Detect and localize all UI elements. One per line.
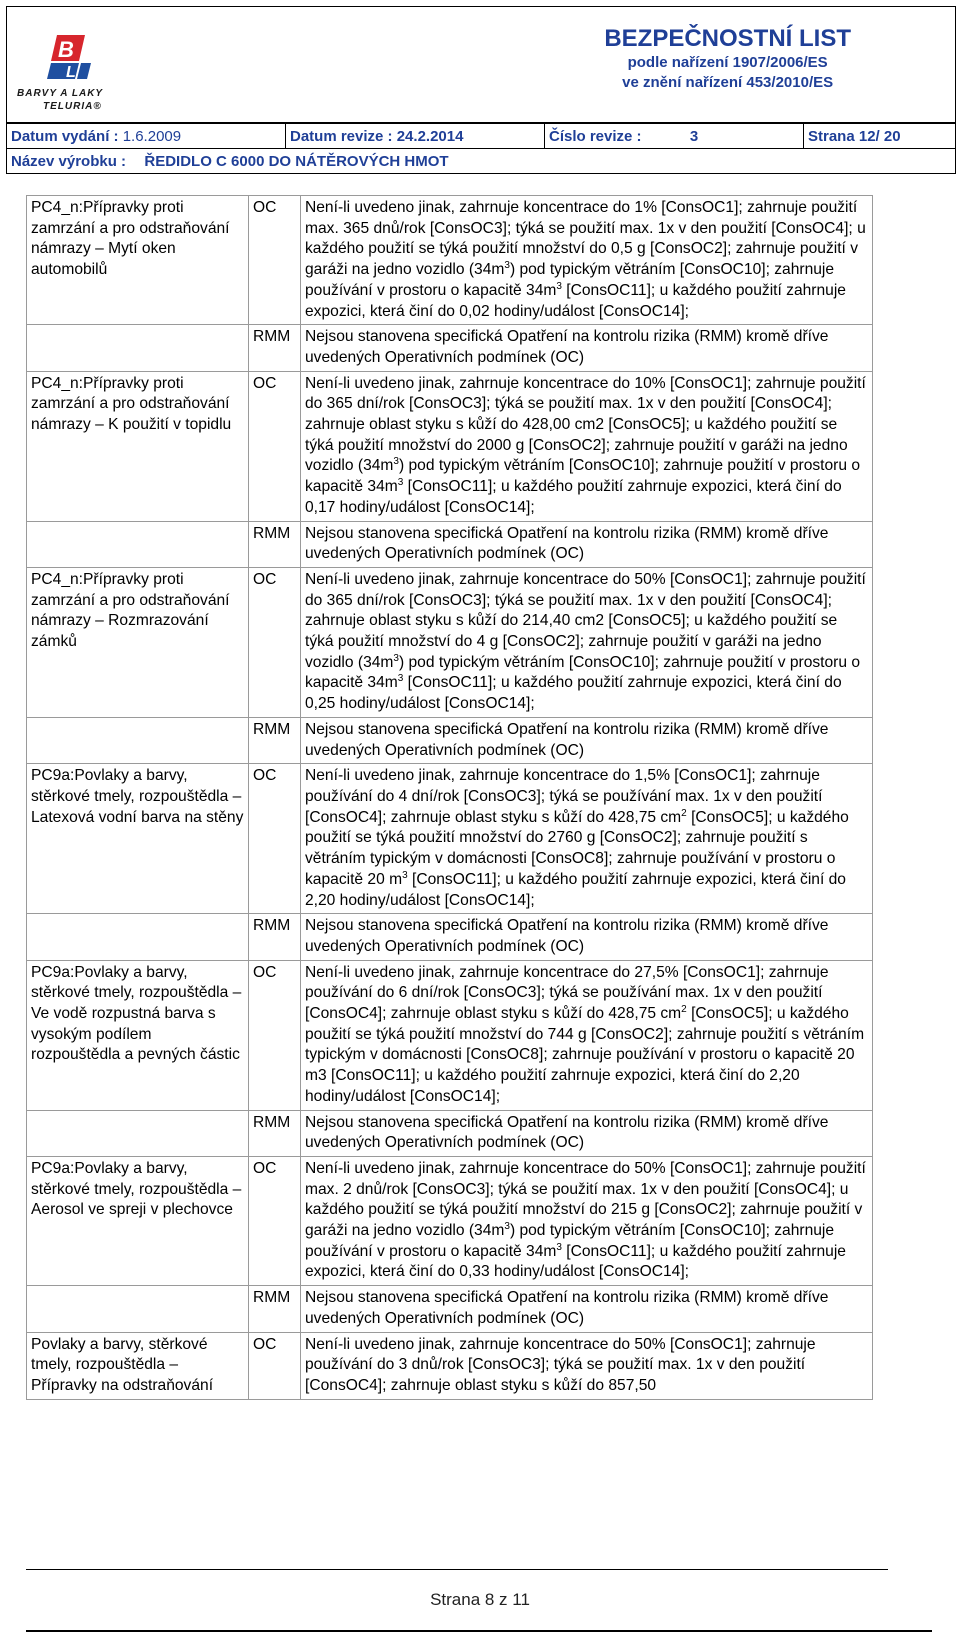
condition-text-cell [301,914,873,960]
superscript: 3 [504,259,510,271]
condition-text-cell [301,717,873,763]
issue-date-cell [7,124,286,149]
superscript: 3 [397,476,404,488]
product-category-cell [27,1286,249,1332]
condition-text: [ConsOC11]; u každého použití zahrnuje expozici, která činí do 0,02 hodiny/událost [ConsOC14]; [305,281,846,320]
logo-line-2: TELURIA® [43,101,102,112]
condition-type-cell: OC [249,196,301,325]
condition-text: Nejsou stanovena specifická Opatření na kontrolu rizika (RMM) kromě dříve uvedených Operativních podmínek (OC) [305,720,829,759]
table-row [27,1110,873,1156]
issue-date-value: 1.6.2009 [122,127,182,145]
table-row [27,960,873,1110]
table-row [27,521,873,567]
title-block [604,25,851,93]
product-category-cell: PC9a:Povlaky a barvy, stěrkové tmely, rozpouštědla – Aerosol ve spreji v plechovce [27,1156,249,1285]
product-category-cell: Povlaky a barvy, stěrkové tmely, rozpouštědla – Přípravky na odstraňování [27,1332,249,1399]
condition-text: Není-li uvedeno jinak, zahrnuje koncentrace do 50% [ConsOC1]; zahrnuje použití do 365 dní/rok [ConsOC3]; týká se použití max. 1x v den použití [ConsOC4]; zahrnuje oblast styku s kůží do 214,40 cm2 [ConsOC5]; u každého použití se týká použití množství do 4 g [ConsOC2]; zahrnuje použití v garáži na jedno vozidlo (34m [305,570,866,671]
condition-text: [ConsOC5]; u každého použití se týká použití množství do 744 g [ConsOC2]; zahrnuje použití s větráním typickým v domácnosti [ConsOC8]; zahrnuje používání v prostoru o kapacitě 20 m3 [ConsOC11]; u každého použití zahrnuje expozici, která činí do 2,20 hodiny/událost [ConsOC14]; [305,1005,865,1105]
revision-number-label: Číslo revize : [549,127,642,145]
condition-text-cell [301,764,873,914]
table-row [27,1156,873,1285]
condition-type-cell: OC [249,567,301,717]
revision-number-cell [545,124,804,149]
condition-text: [ConsOC11]; u každého použití zahrnuje expozici, která činí do 0,17 hodiny/událost [ConsOC14]; [305,478,842,516]
table-row [27,196,873,325]
meta-row-product [7,149,956,174]
superscript: 2 [681,1003,687,1015]
condition-text: [ConsOC11]; u každého použití zahrnuje expozici, která činí do 0,33 hodiny/událost [ConsOC14]; [305,1242,846,1281]
condition-type-cell: OC [249,371,301,521]
footer-divider [26,1569,888,1570]
superscript: 3 [556,1241,562,1253]
condition-text-cell [301,1332,873,1399]
condition-text: [ConsOC5]; u každého použití se týká použití množství do 2760 g [ConsOC2]; zahrnuje použití s větráním typickým v domácnosti [ConsOC8]; zahrnuje používání v prostoru o kapacitě 20 m [305,808,849,888]
product-name-value: ŘEDIDLO C 6000 DO NÁTĚROVÝCH HMOT [144,152,449,170]
condition-type-cell: OC [249,764,301,914]
condition-type-cell: RMM [249,914,301,960]
condition-text: Není-li uvedeno jinak, zahrnuje koncentrace do 50% [ConsOC1]; zahrnuje používání do 3 dnů/rok [ConsOC3]; týká se použití max. 1x v den použití [ConsOC4]; zahrnuje oblast styku s kůží do 857,50 [305,1335,816,1394]
condition-type-cell: OC [249,1156,301,1285]
condition-text-cell [301,567,873,717]
product-category-cell [27,521,249,567]
condition-type-cell: RMM [249,325,301,371]
condition-text: ) pod typickým větráním [ConsOC10]; zahrnuje používání v prostoru o kapacitě 34m [305,261,835,299]
condition-text: ) pod typickým větráním [ConsOC10]; zahrnuje použití v prostoru o kapacitě 34m [305,653,861,692]
logo-wordmark [17,87,125,113]
product-category-cell [27,717,249,763]
condition-text-cell [301,1286,873,1332]
product-category-cell [27,325,249,371]
condition-text: ) pod typickým větráním [ConsOC10]; zahrnuje použití v prostoru o kapacitě 34m [305,457,861,496]
table-row [27,371,873,521]
product-name-label: Název výrobku : [11,152,127,170]
condition-text-cell [301,325,873,371]
condition-text-cell [301,1110,873,1156]
document-subtitle-regulation: podle nařízení 1907/2006/ES [627,54,828,71]
exposure-scenario-table [26,195,873,1400]
product-category-cell: PC4_n:Přípravky proti zamrzání a pro odstraňování námrazy – K použití v topidlu [27,371,249,521]
superscript: 2 [681,807,687,819]
table-row [27,914,873,960]
condition-text-cell [301,196,873,325]
revision-date-value: 24.2.2014 [396,127,464,145]
page-number-label: Strana 12/ 20 [808,127,901,145]
product-category-cell: PC9a:Povlaky a barvy, stěrkové tmely, rozpouštědla – Latexová vodní barva na stěny [27,764,249,914]
issue-date-label: Datum vydání : [11,127,119,145]
condition-text: Nejsou stanovena specifická Opatření na kontrolu rizika (RMM) kromě dříve uvedených Operativních podmínek (OC) [305,1113,829,1152]
condition-type-cell: RMM [249,521,301,567]
document-meta-table [6,123,956,174]
document-header [6,6,956,123]
condition-text: Není-li uvedeno jinak, zahrnuje koncentrace do 50% [ConsOC1]; zahrnuje použití max. 2 dnů/rok [ConsOC3]; týká se použití max. 1x v den použití [ConsOC4]; u každého použití se týká použití množství do 215 g [ConsOC2]; zahrnuje použití v garáži na jedno vozidlo (34m [305,1159,866,1240]
condition-text: ) pod typickým větráním [ConsOC10]; zahrnuje používání v prostoru o kapacitě 34m [305,1222,835,1260]
revision-date-cell [286,124,545,149]
condition-type-cell: RMM [249,1110,301,1156]
condition-text: Není-li uvedeno jinak, zahrnuje koncentrace do 27,5% [ConsOC1]; zahrnuje používání do 6 dní/rok [ConsOC3]; týká se používání max. 1x v den použití [ConsOC4]; zahrnuje oblast styku s kůží do 428,75 cm [305,963,829,1023]
condition-text: Nejsou stanovena specifická Opatření na kontrolu rizika (RMM) kromě dříve uvedených Operativních podmínek (OC) [305,1289,829,1327]
product-category-cell: PC4_n:Přípravky proti zamrzání a pro odstraňování námrazy – Mytí oken automobilů [27,196,249,325]
revision-number-value: 3 [689,127,699,145]
page-number-cell [804,124,956,149]
condition-type-cell: RMM [249,717,301,763]
condition-text: Není-li uvedeno jinak, zahrnuje koncentrace do 1,5% [ConsOC1]; zahrnuje používání do 4 dní/rok [ConsOC3]; týká se používání max. 1x v den použití [ConsOC4]; zahrnuje oblast styku s kůží do 428,75 cm [305,767,823,826]
table-row [27,764,873,914]
table-row [27,325,873,371]
footer-page-number: Strana 8 z 11 [430,1590,530,1609]
condition-text: Není-li uvedeno jinak, zahrnuje koncentrace do 10% [ConsOC1]; zahrnuje použití do 365 dní/rok [ConsOC3]; týká se použití max. 1x v den použití [ConsOC4]; zahrnuje oblast styku s kůží do 428,00 cm2 [ConsOC5]; u každého použití se týká použití množství do 2000 g [ConsOC2]; zahrnuje použití v garáži na jedno vozidlo (34m [305,374,866,475]
product-category-cell: PC9a:Povlaky a barvy, stěrkové tmely, rozpouštědla – Ve vodě rozpustná barva s vysokým podílem rozpouštědla a pevných částic [27,960,249,1110]
table-row [27,1286,873,1332]
bottom-divider [26,1630,932,1632]
table-row [27,717,873,763]
superscript: 3 [393,456,399,468]
superscript: 3 [393,652,399,664]
condition-text: Nejsou stanovena specifická Opatření na kontrolu rizika (RMM) kromě dříve uvedených Operativních podmínek (OC) [305,524,829,563]
superscript: 3 [556,280,562,292]
condition-type-cell: RMM [249,1286,301,1332]
document-title: BEZPEČNOSTNÍ LIST [604,25,851,52]
superscript: 3 [504,1220,510,1232]
product-category-cell [27,1110,249,1156]
condition-text-cell [301,521,873,567]
condition-type-cell: OC [249,1332,301,1399]
table-row [27,567,873,717]
svg-text:L: L [66,64,76,81]
product-category-cell: PC4_n:Přípravky proti zamrzání a pro odstraňování námrazy – Rozmrazování zámků [27,567,249,717]
document-subtitle-amendment: ve znění nařízení 453/2010/ES [622,74,834,91]
superscript: 3 [397,673,404,685]
svg-text:B: B [58,37,74,62]
condition-text: Nejsou stanovena specifická Opatření na kontrolu rizika (RMM) kromě dříve uvedených Operativních podmínek (OC) [305,917,829,955]
condition-text: [ConsOC11]; u každého použití zahrnuje expozici, která činí do 2,20 hodiny/událost [ConsOC14]; [305,870,846,909]
logo-line-1: BARVY A LAKY [17,88,104,99]
revision-date-label: Datum revize : [290,127,393,145]
condition-text-cell [301,1156,873,1285]
superscript: 3 [402,869,408,881]
exposure-scenario-rows [27,196,873,1400]
meta-row-dates [7,124,956,149]
product-name-cell [7,149,956,174]
condition-text: Není-li uvedeno jinak, zahrnuje koncentrace do 1% [ConsOC1]; zahrnuje použití max. 365 dnů/rok [ConsOC3]; týká se použití max. 1x v den použití [ConsOC4]; u každého použití se týká použití množství do 0,5 g [ConsOC2]; zahrnuje použití v garáži na jedno vozidlo (34m [305,199,866,279]
condition-text: Nejsou stanovena specifická Opatření na kontrolu rizika (RMM) kromě dříve uvedených Operativních podmínek (OC) [305,328,829,366]
condition-text-cell [301,371,873,521]
table-row [27,1332,873,1399]
company-logo [11,25,123,121]
bl-logo-icon [41,33,93,81]
condition-text-cell [301,960,873,1110]
condition-text: [ConsOC11]; u každého použití zahrnuje expozici, která činí do 0,25 hodiny/událost [ConsOC14]; [305,674,842,713]
product-category-cell [27,914,249,960]
condition-type-cell: OC [249,960,301,1110]
